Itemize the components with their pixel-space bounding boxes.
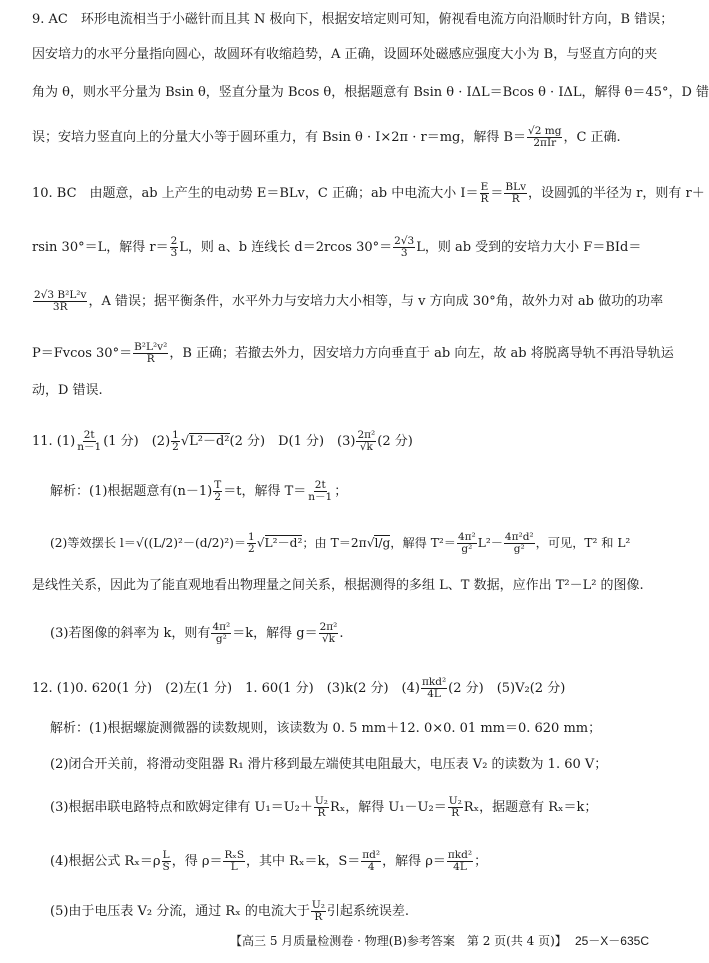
frac-numerator: 1 [248, 531, 255, 543]
q10-frac-2 [504, 182, 527, 205]
frac-numerator: E [480, 181, 489, 193]
q12-expl-line-3 [50, 796, 657, 819]
q12-frac-e5 [311, 900, 326, 923]
radicand: L²－d² [264, 536, 303, 550]
q11-expl-line-2 [50, 532, 657, 555]
q11-answer-prefix: 11. (1) [32, 434, 76, 449]
frac-denominator: √k [321, 633, 335, 645]
q11-expl-4a: (3)若图像的斜率为 k，则有 [50, 626, 211, 641]
q12-frac-e4 [162, 850, 171, 873]
frac-denominator: 4L [453, 861, 467, 873]
frac-numerator: 2 [170, 235, 178, 247]
frac-numerator: 4π² [457, 531, 476, 543]
frac-denominator: 3 [170, 247, 178, 259]
q12-expl-4a: (4)根据公式 Rₓ＝ρ [50, 854, 161, 869]
q9-text-4a: 误；安培力竖直向上的分量大小等于圆环重力，有 Bsin θ · I×2π · r＝mg，解得 B＝ [32, 130, 527, 145]
q10-line-3 [32, 289, 664, 313]
sqrt-symbol [181, 433, 230, 449]
q12-answer-score: (2 分) (5)V₂(2 分) [448, 681, 566, 696]
q11-frac-a2 [171, 430, 180, 453]
frac-numerator: U₂ [314, 795, 328, 807]
q11-frac-e2d [504, 532, 535, 555]
q11-frac-e1 [213, 480, 222, 503]
q10-text-3b: ，A 错误；据平衡条件，水平外力与安培力大小相等，与 v 方向成 30°角，故外力对 ab 做功的功率 [88, 294, 664, 309]
q10-text-2b: L，则 a、b 连线长 d＝2rcos 30°＝ [179, 240, 393, 255]
frac-numerator: L [162, 849, 170, 861]
frac-denominator: R [480, 193, 489, 205]
frac-numerator: B²L²v² [134, 341, 168, 353]
q12-expl-3a: (3)根据串联电路特点和欧姆定律有 U₁＝U₂＋ [50, 800, 313, 815]
q10-text-2c: L，则 ab 受到的安培力大小 F＝BId＝ [416, 240, 642, 255]
q11-expl-line-4 [50, 622, 657, 645]
frac-numerator: 2√3 [394, 235, 415, 247]
q12-answer-prefix: 12. (1)0. 620(1 分) (2)左(1 分) 1. 60(1 分) (3)k(2 分) (4) [32, 681, 420, 696]
q11-expl-1c: ； [334, 484, 348, 499]
q11-expl-1a: 解析：(1)根据题意有(n－1) [50, 484, 213, 499]
frac-numerator: πd² [362, 849, 381, 861]
q12-frac-e3 [314, 796, 329, 819]
frac-denominator: R [317, 807, 326, 819]
q11-expl-2a: (2)等效摆长 l＝√((L/2)²－(d/2)²)＝ [50, 536, 247, 550]
frac-numerator: 1 [172, 429, 179, 441]
frac-numerator: 4π² [212, 621, 231, 633]
q11-frac-e2 [247, 532, 256, 555]
q11-expl-2c: ，解得 T²＝ [390, 536, 456, 550]
q9-line-3 [32, 85, 709, 101]
q11-frac-e4 [211, 622, 231, 645]
frac-numerator: πkd² [447, 849, 473, 861]
q9-text-3: 角为 θ，则水平分量为 Bsin θ，竖直分量为 Bcos θ，根据题意有 Bsin θ · IΔL＝Bcos θ · IΔL，解得 θ＝45°，D 错 [32, 85, 709, 100]
q11-frac-e2c [457, 532, 477, 555]
frac-denominator: R [451, 807, 460, 819]
q11-answer-score-3: (2 分) [377, 434, 413, 449]
frac-denominator: n－1 [308, 491, 333, 503]
frac-denominator: S [162, 861, 170, 873]
q10-frac-4 [393, 236, 415, 259]
q12-expl-2: (2)闭合开关前，将滑动变阻器 R₁ 滑片移到最左端使其电阻最大，电压表 V₂ 的读数为 1. 60 V； [50, 757, 608, 772]
q11-answer-score-2: (2 分) D(1 分) (3) [229, 434, 356, 449]
frac-denominator: 2πIr [533, 137, 557, 149]
frac-numerator: √2 mg [528, 125, 562, 137]
q11-answer-score-1: (1 分) (2) [103, 434, 171, 449]
radicand: l/g [374, 536, 391, 550]
q9-line-2 [32, 47, 657, 63]
frac-denominator: 4L [427, 688, 441, 700]
frac-denominator: R [314, 911, 323, 923]
sqrt-symbol [257, 535, 303, 550]
q9-frac-B [527, 126, 562, 149]
q10-frac-5 [33, 290, 87, 313]
q12-expl-line-5 [50, 900, 657, 923]
q11-expl-1b: ＝t，解得 T＝ [223, 484, 307, 499]
q11-frac-e1b [307, 480, 333, 503]
frac-numerator: πkd² [421, 676, 447, 688]
q12-answer-line [32, 677, 657, 700]
q10-line-1 [32, 181, 705, 205]
q10-frac-6 [133, 342, 168, 365]
q10-frac-1 [479, 182, 489, 205]
q12-frac-e4b [223, 850, 245, 873]
q12-expl-line-1 [50, 721, 657, 737]
sqrt-symbol [367, 535, 391, 550]
q9-line-4 [32, 126, 657, 149]
document-code: 25－X－635C [574, 934, 649, 948]
frac-denominator: 4 [367, 861, 375, 873]
q12-expl-5b: 引起系统误差. [326, 904, 410, 919]
q10-frac-3 [170, 236, 179, 259]
q11-frac-a1 [76, 430, 102, 453]
frac-numerator: 2t [83, 429, 95, 441]
q9-text-1: 9. AC 环形电流相当于小磁针而且其 N 极向下，根据安培定则可知，俯视看电流方向沿顺时针方向，B 错误； [32, 12, 674, 27]
frac-numerator: 2√3 B²L²v [34, 289, 87, 301]
q12-expl-line-2 [50, 757, 657, 773]
q11-expl-2d: L²－ [477, 536, 503, 550]
frac-denominator: g² [461, 543, 473, 555]
q10-line-4 [32, 341, 674, 365]
equals-sign: ＝ [490, 186, 504, 201]
frac-denominator: R [511, 193, 520, 205]
frac-denominator: 2 [214, 491, 222, 503]
q11-expl-4c: . [339, 626, 344, 641]
frac-denominator: g² [215, 633, 227, 645]
frac-numerator: BLv [505, 181, 527, 193]
page-footer: 【高三 5 月质量检测卷 · 物理(B)参考答案 第 2 页(共 4 页)】 [230, 934, 567, 948]
q9-text-4b: ，C 正确. [563, 130, 621, 145]
q12-expl-3c: Rₓ，据题意有 Rₓ＝k； [463, 800, 598, 815]
q12-expl-1: 解析：(1)根据螺旋测微器的读数规则，该读数为 0. 5 mm＋12. 0×0. 01 mm＝0. 620 mm； [50, 721, 602, 736]
q11-expl-line-3 [32, 578, 657, 594]
q12-expl-4b: ，得 ρ＝ [171, 854, 223, 869]
q12-expl-4e: ，解得 ρ＝ [382, 854, 446, 869]
frac-denominator: L [230, 861, 238, 873]
q10-text-1a: 10. BC 由题意，ab 上产生的电动势 E＝BLv，C 正确；ab 中电流大小 I＝ [32, 186, 479, 201]
q10-line-2 [32, 236, 657, 259]
q12-expl-line-4 [50, 850, 657, 873]
q11-expl-2e: ，可见，T² 和 L² [535, 536, 631, 550]
q10-text-1b: ，设圆弧的半径为 r，则有 r＋ [528, 186, 705, 201]
frac-numerator: U₂ [311, 899, 325, 911]
q11-expl-4b: ＝k，解得 g＝ [232, 626, 318, 641]
frac-denominator: g² [513, 543, 525, 555]
frac-numerator: 2t [314, 479, 326, 491]
q12-expl-4f: ； [474, 854, 488, 869]
frac-denominator: 2 [172, 441, 179, 453]
q12-frac-e4c [361, 850, 381, 873]
q12-frac-e4d [447, 850, 473, 873]
frac-denominator: √k [359, 441, 373, 453]
q12-frac-e3b [448, 796, 463, 819]
frac-denominator: 3 [400, 247, 408, 259]
frac-denominator: R [146, 353, 155, 365]
q11-expl-2b: ；由 T＝2π [302, 536, 367, 550]
radicand: L²－d² [189, 434, 230, 449]
q9-text-2: 因安培力的水平分量指向圆心，故圆环有收缩趋势，A 正确，设圆环处磁感应强度大小为 B，与竖直方向的夹 [32, 47, 658, 62]
q10-text-4b: ，B 正确；若撤去外力，因安培力方向垂直于 ab 向左，故 ab 将脱离导轨不再沿导轨运 [169, 346, 674, 361]
q10-text-2a: rsin 30°＝L，解得 r＝ [32, 240, 169, 255]
frac-numerator: T [214, 479, 222, 491]
frac-numerator: 2π² [357, 429, 376, 441]
q11-answer-line [32, 430, 657, 453]
frac-denominator: 3R [52, 301, 68, 313]
q10-text-5: 动，D 错误. [32, 383, 103, 398]
q11-expl-3: 是线性关系，因此为了能直观地看出物理量之间关系，根据测得的多组 L、T 数据，应作出 T²－L² 的图像. [32, 578, 644, 593]
q12-expl-4c: ，其中 Rₓ＝k，S＝ [246, 854, 361, 869]
q12-expl-5a: (5)由于电压表 V₂ 分流，通过 Rₓ 的电流大于 [50, 904, 310, 919]
frac-denominator: n－1 [77, 441, 102, 453]
q11-frac-a3 [356, 430, 376, 453]
q12-frac-a4 [421, 677, 447, 700]
frac-denominator: 2 [248, 543, 255, 555]
q9-line-1 [32, 12, 674, 28]
q11-frac-e4b [319, 622, 339, 645]
frac-numerator: U₂ [448, 795, 462, 807]
q12-expl-3b: Rₓ，解得 U₁－U₂＝ [329, 800, 447, 815]
q10-line-5 [32, 383, 657, 399]
frac-numerator: 4π²d² [504, 531, 534, 543]
q11-expl-line-1 [50, 480, 657, 503]
q10-text-4a: P＝Fvcos 30°＝ [32, 346, 133, 361]
frac-numerator: RₓS [224, 849, 245, 861]
frac-numerator: 2π² [319, 621, 338, 633]
